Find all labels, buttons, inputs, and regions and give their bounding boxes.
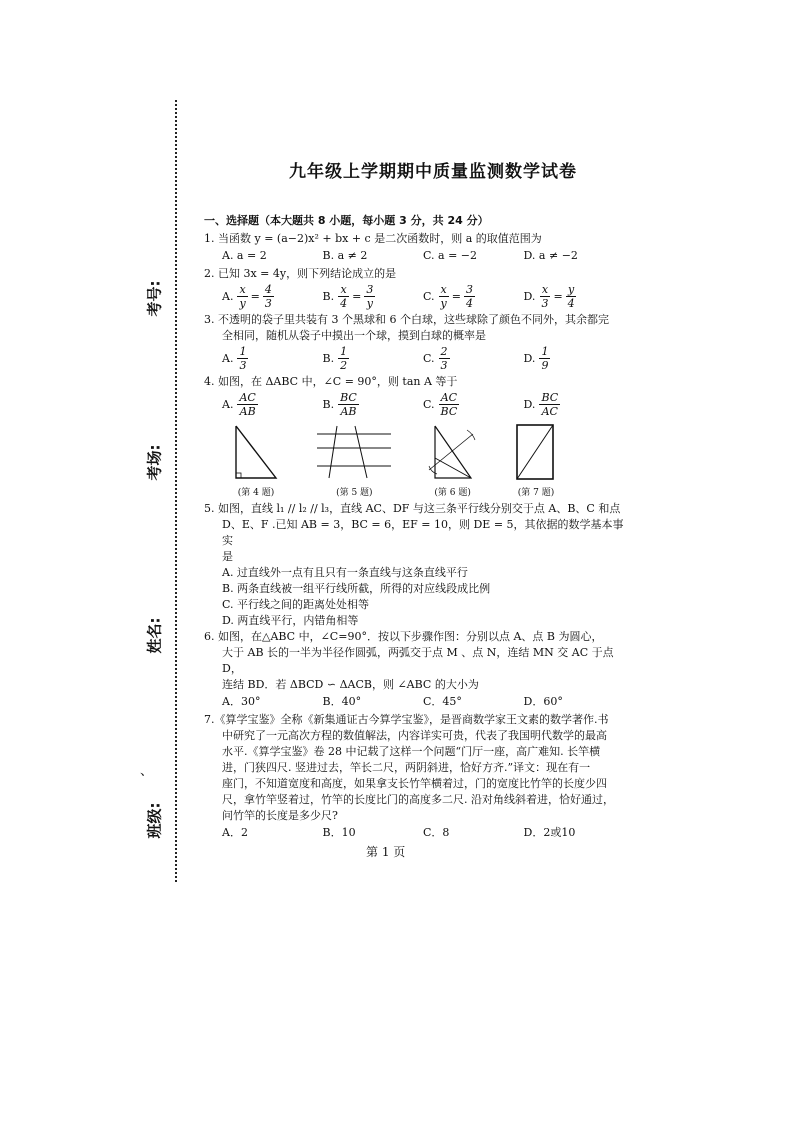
- q2-c-rnum: 3: [465, 283, 473, 296]
- q2-c-rden: 4: [465, 297, 473, 310]
- q4-d-den: AC: [541, 405, 558, 418]
- q5-option-c: C. 平行线之间的距离处处相等: [222, 598, 370, 611]
- figure-5-drawing: [315, 422, 393, 484]
- side-label-exam-number: 考号:: [145, 280, 164, 317]
- q3-b-den: 2: [340, 359, 348, 372]
- question-7-line-4: 进，门狭四尺. 竖进过去，竿长二尺，两阴斜进，恰好方齐.”译文：现在有一: [222, 761, 591, 774]
- q4-d-label: D.: [523, 397, 536, 411]
- q2-option-a: [222, 283, 323, 310]
- q2-a-label: A.: [222, 289, 234, 303]
- side-label-name: 姓名:: [145, 617, 164, 654]
- question-6-options: [204, 694, 624, 710]
- side-comma-mark: 、: [140, 764, 154, 779]
- question-6-line-3: 连结 BD．若 ΔBCD ∽ ΔACB，则 ∠ABC 的大小为: [222, 678, 479, 691]
- figure-4-drawing: [230, 422, 282, 484]
- q1-option-a: A. a = 2: [222, 249, 267, 262]
- q4-b-den: AB: [340, 405, 357, 418]
- q2-a-rnum: 4: [264, 283, 272, 296]
- figure-6-drawing: [427, 422, 479, 484]
- q3-b-num: 1: [340, 345, 348, 358]
- q7-option-c: C．8: [423, 826, 450, 839]
- q7-option-b: B．10: [322, 826, 356, 839]
- q2-b-num: x: [340, 283, 347, 296]
- q3-option-d: [524, 345, 625, 372]
- q2-b-den: 4: [340, 297, 348, 310]
- question-7-line-5: 座门，不知道宽度和高度，如果拿支长竹竿横着过，门的宽度比竹竿的长度少四: [222, 777, 607, 790]
- section-heading: 一、选择题（本大题共 8 小题，每小题 3 分，共 24 分）: [204, 214, 489, 227]
- question-3-line-2: 全相同，随机从袋子中摸出一个球，摸到白球的概率是: [222, 329, 486, 342]
- q2-b-eq: =: [352, 289, 362, 303]
- q6-option-c: C．45°: [423, 695, 462, 708]
- q4-c-label: C.: [423, 397, 435, 411]
- q2-option-b: [323, 283, 424, 310]
- q4-b-label: B.: [322, 397, 335, 411]
- q3-c-den: 3: [440, 359, 448, 372]
- question-7-line-2: 中研究了一元高次方程的数值解法，内容详实可贵，代表了我国明代数学的最高: [222, 729, 607, 742]
- q4-option-b: [323, 391, 424, 418]
- q4-d-num: BC: [541, 391, 559, 404]
- q4-c-num: AC: [440, 391, 458, 404]
- q3-d-den: 9: [541, 359, 549, 372]
- q3-d-num: 1: [541, 345, 549, 358]
- q2-c-label: C.: [423, 289, 435, 303]
- q2-b-rden: y: [366, 297, 373, 310]
- q4-option-c: [423, 391, 524, 418]
- q7-option-a: A．2: [222, 826, 248, 839]
- figure-6: [427, 422, 479, 501]
- q5-option-b: B. 两条直线被一组平行线所截，所得的对应线段成比例: [222, 582, 491, 595]
- q5-option-a: A. 过直线外一点有且只有一条直线与这条直线平行: [222, 566, 468, 579]
- q2-c-den: y: [440, 297, 447, 310]
- exam-title: 九年级上学期期中质量监测数学试卷: [289, 162, 577, 182]
- q3-a-num: 1: [239, 345, 247, 358]
- question-4-options: [204, 391, 624, 418]
- q6-option-b: B．40°: [322, 695, 362, 708]
- q4-c-den: BC: [440, 405, 458, 418]
- q2-b-rnum: 3: [366, 283, 374, 296]
- q3-c-num: 2: [440, 345, 448, 358]
- question-1: 1. 当函数 y = (a−2)x² + bx + c 是二次函数时，则 a 的取值范围为: [204, 232, 542, 245]
- question-2-options: [204, 283, 624, 310]
- q4-b-num: BC: [340, 391, 357, 404]
- figure-5: [315, 422, 393, 501]
- question-7-options: [204, 825, 624, 841]
- q2-option-c: [423, 283, 524, 310]
- question-2: 2. 已知 3x = 4y，则下列结论成立的是: [204, 267, 397, 280]
- q1-option-d: D. a ≠ −2: [523, 249, 578, 262]
- figure-6-caption: (第 6 题): [434, 488, 471, 498]
- question-7-line-1: 7.《算学宝鉴》全称《新集通证古今算学宝鉴》，是晋商数学家王文素的数学著作.书: [204, 713, 609, 726]
- q2-d-den: 3: [541, 297, 549, 310]
- q2-a-num: x: [239, 283, 246, 296]
- q1-option-c: C. a = −2: [423, 249, 478, 262]
- question-7-line-3: 水平.《算学宝鉴》卷 28 中记载了这样一个问题“门厅一座，高广难知. 长竿横: [222, 745, 601, 758]
- q2-d-rden: 4: [567, 297, 575, 310]
- q3-c-label: C.: [423, 351, 435, 365]
- question-5-line-3: 是: [222, 550, 233, 563]
- q3-option-b: [323, 345, 424, 372]
- question-7-line-7: 问竹竿的长度是多少尺?: [222, 809, 338, 822]
- page-number: 第 1 页: [366, 845, 406, 859]
- q7-option-d: D．2或10: [523, 826, 576, 839]
- q2-d-label: D.: [523, 289, 536, 303]
- q6-option-d: D．60°: [523, 695, 563, 708]
- q4-option-a: [222, 391, 323, 418]
- q2-a-rden: 3: [264, 297, 272, 310]
- q4-a-label: A.: [222, 397, 234, 411]
- q3-option-c: [423, 345, 524, 372]
- q3-option-a: [222, 345, 323, 372]
- exam-content: [204, 213, 624, 843]
- q3-b-label: B.: [322, 351, 335, 365]
- q5-option-d: D. 两直线平行，内错角相等: [222, 614, 359, 627]
- q3-a-den: 3: [239, 359, 247, 372]
- question-6-line-2: 大于 AB 长的一半为半径作圆弧，两弧交于点 M 、点 N，连结 MN 交 AC 于点 D，: [222, 646, 614, 675]
- q4-option-d: [524, 391, 625, 418]
- figure-7-drawing: [512, 422, 560, 484]
- q2-c-eq: =: [451, 289, 461, 303]
- figure-5-caption: (第 5 题): [336, 488, 373, 498]
- side-label-class: 班级:: [145, 802, 164, 839]
- q2-option-d: [524, 283, 625, 310]
- q4-a-den: AB: [239, 405, 256, 418]
- q2-a-den: y: [239, 297, 246, 310]
- q2-a-eq: =: [250, 289, 260, 303]
- figure-4: [230, 422, 282, 501]
- question-1-options: [204, 248, 624, 264]
- q3-a-label: A.: [222, 351, 234, 365]
- q2-b-label: B.: [322, 289, 335, 303]
- figure-7-caption: (第 7 题): [517, 488, 555, 498]
- side-label-exam-room: 考场:: [145, 444, 164, 481]
- question-3-line-1: 3. 不透明的袋子里共装有 3 个黑球和 6 个白球，这些球除了颜色不同外，其余都完: [204, 313, 609, 326]
- q6-option-a: A．30°: [222, 695, 261, 708]
- q2-d-num: x: [541, 283, 549, 296]
- question-4: 4. 如图，在 ΔABC 中，∠C = 90°，则 tan A 等于: [204, 375, 458, 388]
- question-7-line-6: 尺，拿竹竿竖着过，竹竿的长度比门的高度多二尺. 沿对角线斜着进，恰好通过，: [222, 793, 614, 806]
- question-5-options: [204, 565, 624, 629]
- figure-7: [512, 422, 560, 501]
- question-5-line-2: D、E、F .已知 AB = 3，BC = 6，EF = 10，则 DE = 5，其依据的数学基本事实: [222, 518, 624, 547]
- q3-d-label: D.: [523, 351, 536, 365]
- question-3-options: [204, 345, 624, 372]
- q1-option-b: B. a ≠ 2: [322, 249, 368, 262]
- figure-4-caption: (第 4 题): [237, 488, 275, 498]
- q2-d-eq: =: [553, 289, 563, 303]
- figures-row: [230, 422, 560, 501]
- q2-c-num: x: [440, 283, 447, 296]
- q2-d-rnum: y: [568, 283, 575, 296]
- question-5-line-1: 5. 如图，直线 l₁ // l₂ // l₃，直线 AC、DF 与这三条平行线分别交于点 A、B、C 和点: [204, 502, 621, 515]
- q4-a-num: AC: [239, 391, 256, 404]
- question-6-line-1: 6. 如图，在△ABC 中，∠C=90°．按以下步骤作图：分别以点 A、点 B 为圆心，: [204, 630, 603, 643]
- binding-dashed-line: [175, 100, 177, 882]
